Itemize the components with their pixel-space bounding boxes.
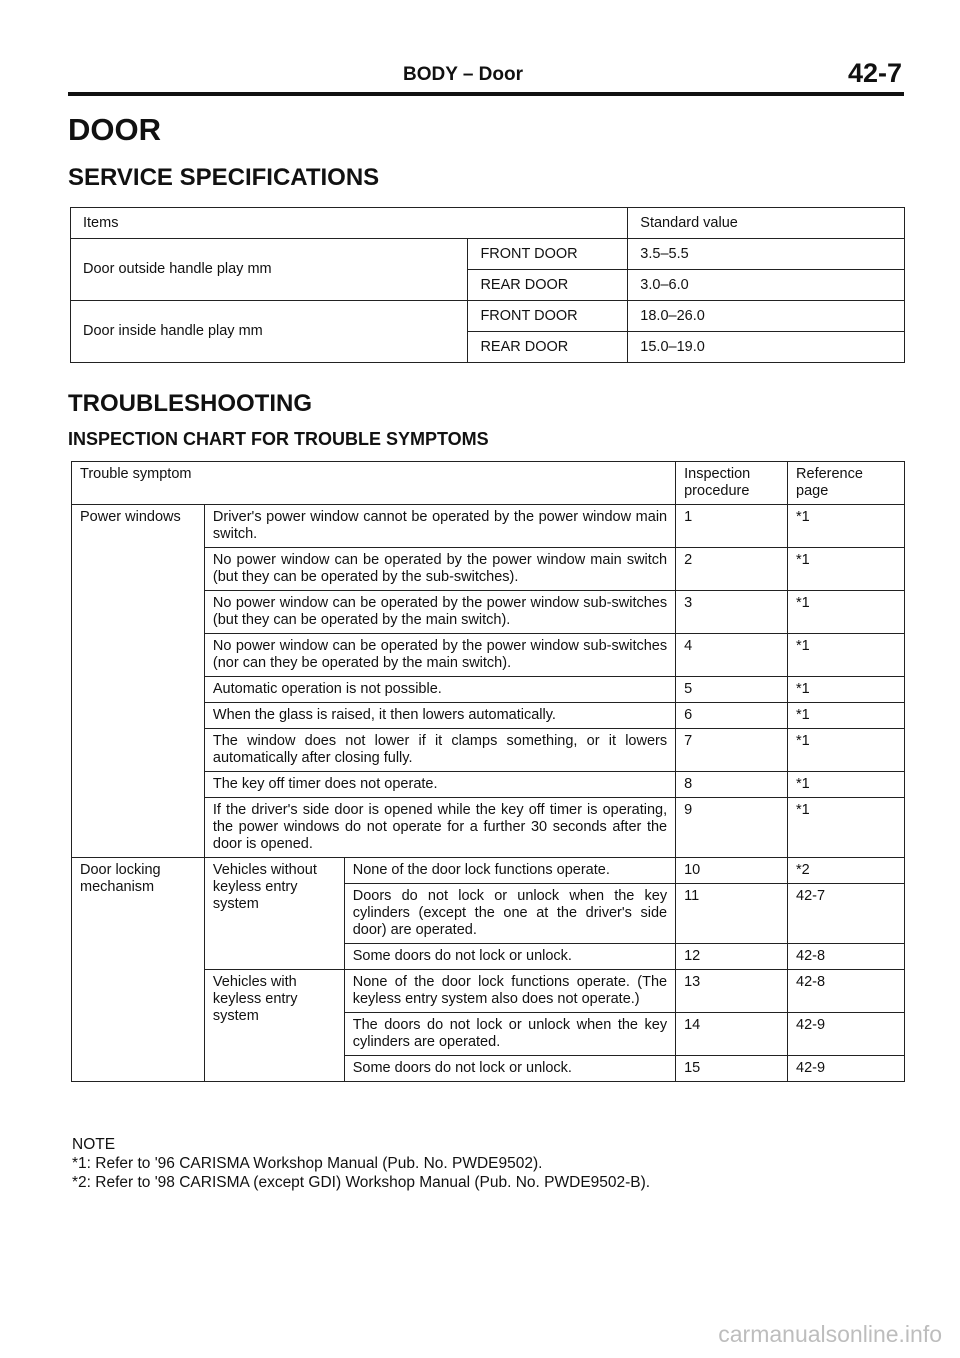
symptom-cell: Automatic operation is not possible. (204, 677, 675, 703)
symptom-cell: No power window can be operated by the power window sub-switches (nor can they be operated by the main switch). (204, 634, 675, 677)
procedure-cell: 15 (676, 1056, 788, 1082)
troubleshooting-title: TROUBLESHOOTING (68, 390, 312, 417)
reference-cell: 42-9 (788, 1013, 905, 1056)
procedure-cell: 13 (676, 970, 788, 1013)
chart-col-reference: Reference page (788, 462, 905, 505)
symptom-cell: When the glass is raised, it then lowers automatically. (204, 703, 675, 729)
spec-item: Door outside handle play mm (71, 239, 468, 301)
subgroup-with-keyless: Vehicles with keyless entry system (204, 970, 344, 1082)
reference-cell: *1 (788, 677, 905, 703)
spec-col-items: Items (71, 208, 628, 239)
procedure-cell: 5 (676, 677, 788, 703)
spec-value: 3.0–6.0 (628, 270, 905, 301)
reference-cell: *1 (788, 772, 905, 798)
procedure-cell: 7 (676, 729, 788, 772)
procedure-cell: 12 (676, 944, 788, 970)
inspection-chart-title: INSPECTION CHART FOR TROUBLE SYMPTOMS (68, 429, 489, 449)
watermark: carmanualsonline.info (718, 1321, 942, 1347)
reference-cell: *1 (788, 729, 905, 772)
reference-cell: 42-7 (788, 884, 905, 944)
spec-value: 18.0–26.0 (628, 301, 905, 332)
procedure-cell: 14 (676, 1013, 788, 1056)
spec-row (71, 301, 905, 332)
spec-row (71, 239, 905, 270)
note-line: *2: Refer to '98 CARISMA (except GDI) Workshop Manual (Pub. No. PWDE9502-B). (72, 1174, 651, 1191)
symptom-cell: Some doors do not lock or unlock. (344, 1056, 675, 1082)
symptom-cell: The window does not lower if it clamps something, or it lowers automatically after closing fully. (204, 729, 675, 772)
procedure-cell: 3 (676, 591, 788, 634)
spec-header-row (71, 208, 905, 239)
service-specs-title: SERVICE SPECIFICATIONS (68, 164, 380, 191)
procedure-cell: 1 (676, 505, 788, 548)
section-title: DOOR (68, 112, 161, 147)
note-line: *1: Refer to '96 CARISMA Workshop Manual (Pub. No. PWDE9502). (72, 1155, 543, 1172)
spec-value: 3.5–5.5 (628, 239, 905, 270)
symptom-cell: None of the door lock functions operate. (344, 858, 675, 884)
symptom-cell: None of the door lock functions operate. (The keyless entry system also does not operate.) (344, 970, 675, 1013)
reference-cell: *1 (788, 591, 905, 634)
symptom-cell: Doors do not lock or unlock when the key cylinders (except the one at the driver's side door) are operated. (344, 884, 675, 944)
procedure-cell: 9 (676, 798, 788, 858)
symptom-cell: The doors do not lock or unlock when the key cylinders are operated. (344, 1013, 675, 1056)
chart-col-procedure: Inspection procedure (676, 462, 788, 505)
reference-cell: *1 (788, 798, 905, 858)
procedure-cell: 8 (676, 772, 788, 798)
symptom-cell: If the driver's side door is opened while the key off timer is operating, the power windows do not operate for a further 30 seconds after the door is opened. (204, 798, 675, 858)
subgroup-without-keyless: Vehicles without keyless entry system (204, 858, 344, 970)
procedure-cell: 2 (676, 548, 788, 591)
inspection-chart-table (71, 461, 905, 1082)
symptom-cell: Driver's power window cannot be operated by the power window main switch. (204, 505, 675, 548)
spec-value: 15.0–19.0 (628, 332, 905, 363)
spec-sub: FRONT DOOR (468, 301, 628, 332)
reference-cell: 42-8 (788, 944, 905, 970)
reference-cell: *1 (788, 703, 905, 729)
service-specifications-table (70, 207, 905, 363)
reference-cell: 42-8 (788, 970, 905, 1013)
spec-sub: FRONT DOOR (468, 239, 628, 270)
table-row (72, 858, 905, 884)
reference-cell: 42-9 (788, 1056, 905, 1082)
spec-item: Door inside handle play mm (71, 301, 468, 363)
chart-header-row (72, 462, 905, 505)
spec-col-standard: Standard value (628, 208, 905, 239)
spec-sub: REAR DOOR (468, 270, 628, 301)
procedure-cell: 10 (676, 858, 788, 884)
symptom-cell: The key off timer does not operate. (204, 772, 675, 798)
reference-cell: *1 (788, 505, 905, 548)
chart-col-symptom: Trouble symptom (72, 462, 676, 505)
note-block (72, 1135, 650, 1192)
table-row (72, 505, 905, 548)
reference-cell: *1 (788, 634, 905, 677)
group-door-locking: Door locking mechanism (72, 858, 205, 1082)
procedure-cell: 4 (676, 634, 788, 677)
symptom-cell: Some doors do not lock or unlock. (344, 944, 675, 970)
symptom-cell: No power window can be operated by the power window main switch (but they can be operated by the sub-switches). (204, 548, 675, 591)
page-header (68, 58, 904, 96)
reference-cell: *1 (788, 548, 905, 591)
note-title: NOTE (72, 1136, 116, 1153)
procedure-cell: 6 (676, 703, 788, 729)
header-title: BODY – Door (403, 64, 524, 85)
page-number: 42-7 (847, 58, 902, 88)
group-power-windows: Power windows (72, 505, 205, 858)
symptom-cell: No power window can be operated by the power window sub-switches (but they can be operated by the main switch). (204, 591, 675, 634)
reference-cell: *2 (788, 858, 905, 884)
spec-sub: REAR DOOR (468, 332, 628, 363)
procedure-cell: 11 (676, 884, 788, 944)
